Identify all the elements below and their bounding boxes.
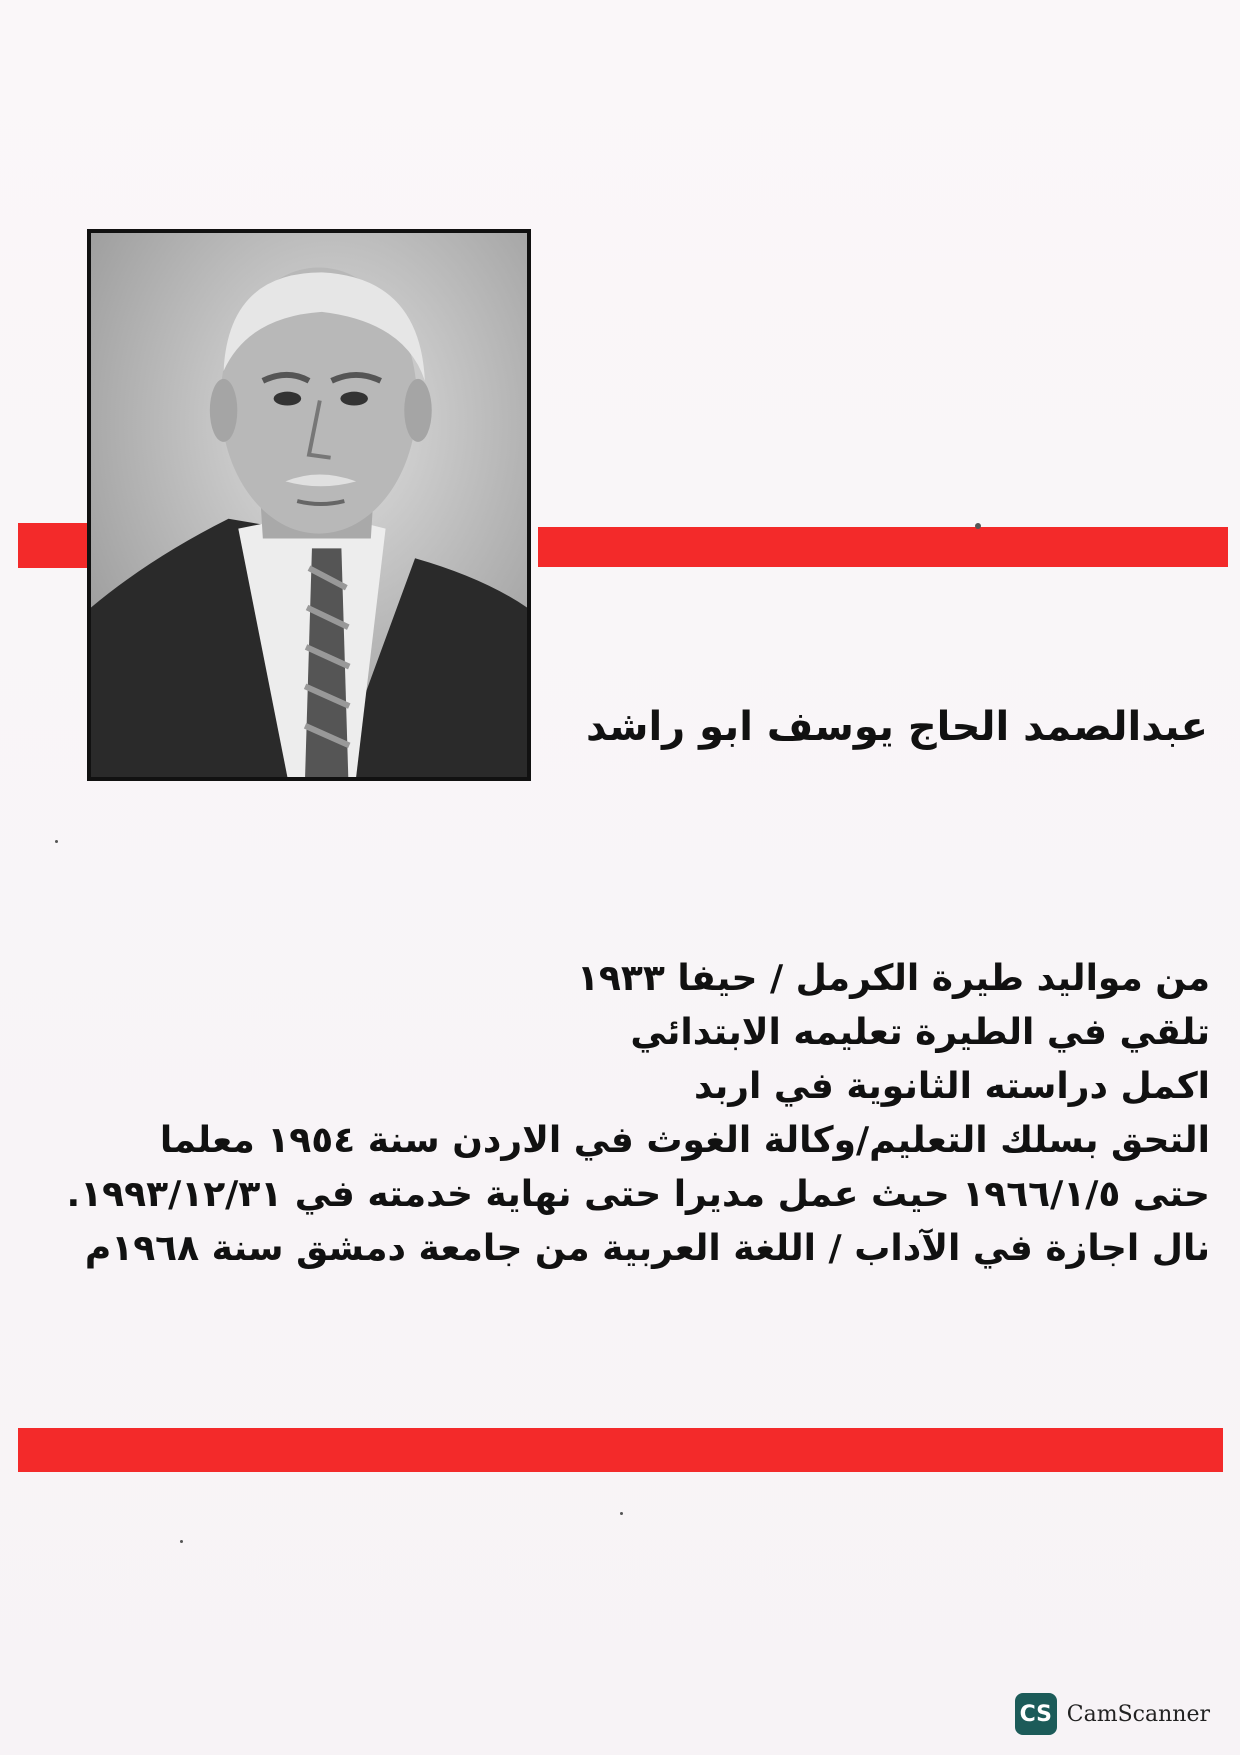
bio-line: اكمل دراسته الثانوية في اربد: [693, 1066, 1210, 1107]
bio-line: التحق بسلك التعليم/وكالة الغوث في الاردن سنة ١٩٥٤ معلما: [159, 1120, 1210, 1161]
bio-line: من مواليد طيرة الكرمل / حيفا ١٩٣٣: [576, 958, 1210, 999]
bio-line: حتى ١٩٦٦/١/٥ حيث عمل مديرا حتى نهاية خدمته في ١٩٩٣/١٢/٣١.: [66, 1174, 1210, 1215]
scan-speck: [975, 523, 981, 529]
camscanner-watermark: [1015, 1693, 1210, 1735]
scan-speck: [180, 1540, 183, 1543]
scan-speck: [620, 1512, 623, 1515]
biography: [66, 952, 1210, 1276]
bio-line: تلقي في الطيرة تعليمه الابتدائي: [630, 1012, 1210, 1053]
red-divider-top-left: [18, 523, 98, 568]
red-divider-bottom: [18, 1428, 1223, 1472]
bio-line: نال اجازة في الآداب / اللغة العربية من جامعة دمشق سنة ١٩٦٨م: [84, 1228, 1210, 1269]
camscanner-logo-icon: CS: [1015, 1693, 1057, 1735]
red-divider-top-right: [538, 527, 1228, 567]
portrait-icon: [91, 233, 527, 777]
person-name: عبدالصمد الحاج يوسف ابو راشد: [586, 704, 1208, 750]
scan-speck: [55, 840, 58, 843]
portrait-photo: [87, 229, 531, 781]
camscanner-brand: CamScanner: [1066, 1701, 1210, 1727]
